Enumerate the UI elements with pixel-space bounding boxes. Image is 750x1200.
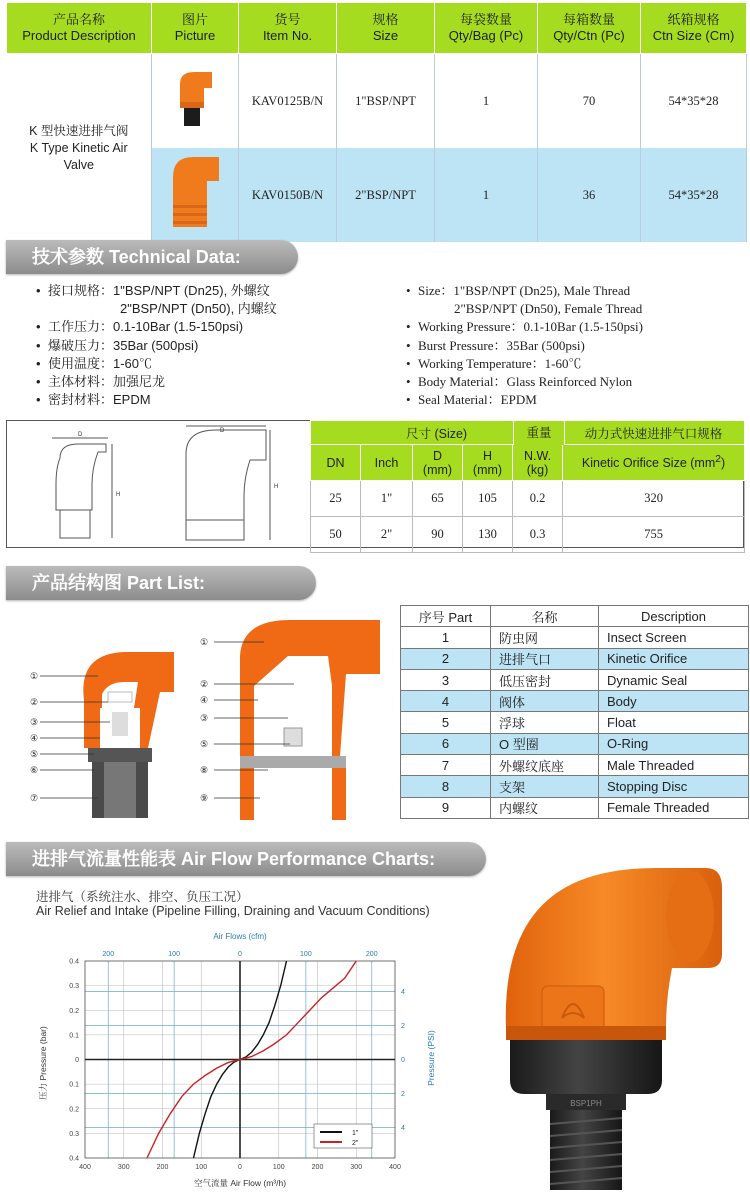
col-nw: N.W. (kg) xyxy=(513,445,563,481)
col-dn: DN xyxy=(311,445,361,481)
x-tick-label: 0 xyxy=(238,1164,242,1171)
spec-line: • 爆破压力：35Bar (500psi) xyxy=(36,337,199,353)
top-tick-label: 100 xyxy=(168,951,180,958)
product-description: K 型快速进排气阀 K Type Kinetic Air Valve xyxy=(7,54,152,243)
y-tick-label: 0.1 xyxy=(69,1081,79,1089)
spec-line: • Size：1"BSP/NPT (Dn25), Male Thread xyxy=(406,283,631,298)
drawing-label-d: D xyxy=(220,428,225,434)
table-row: 9 内螺纹 Female Threaded xyxy=(401,797,749,818)
table-row xyxy=(311,517,745,553)
top-tick-label: 200 xyxy=(365,951,378,958)
y-tick-label: 0.4 xyxy=(69,1155,79,1163)
spec-line: • 使用温度：1-60℃ xyxy=(36,355,153,371)
spec-line: 2"BSP/NPT (Dn50), 内螺纹 xyxy=(120,301,277,317)
y-tick-label: 0.1 xyxy=(69,1032,79,1040)
callout: ④ xyxy=(200,695,209,705)
right-tick-label: 4 xyxy=(401,1124,405,1132)
col-d: D (mm) xyxy=(413,445,463,481)
chart-y2label: Pressure (PSI) xyxy=(426,1030,436,1086)
table-row: 6 O 型圈 O-Ring xyxy=(401,733,749,754)
header-ctn-size: 纸箱规格 Ctn Size (Cm) xyxy=(641,3,747,54)
header-qty-ctn: 每箱数量 Qty/Ctn (Pc) xyxy=(538,3,641,54)
callout: ⑦ xyxy=(30,793,39,803)
chart-subtitle-en: Air Relief and Intake (Pipeline Filling, Draining and Vacuum Conditions) xyxy=(36,904,430,918)
group-orifice: 动力式快速进排气口规格 xyxy=(563,421,745,445)
y-tick-label: 0.3 xyxy=(69,1130,79,1138)
callout: ④ xyxy=(30,733,39,743)
drawing-label-d: D xyxy=(78,432,83,438)
callout: ② xyxy=(200,679,209,689)
callout: ① xyxy=(200,637,209,647)
callout: ⑨ xyxy=(200,793,209,803)
spec-line: • Working Temperature：1-60℃ xyxy=(406,355,582,371)
table-row: 5 浮球 Float xyxy=(401,712,749,733)
chart-xlabel: 空气流量 Air Flow (m³/h) xyxy=(193,1178,287,1188)
orifice-value: 755 xyxy=(563,517,745,553)
size: 1"BSP/NPT xyxy=(337,54,435,149)
qty-ctn: 70 xyxy=(538,54,641,149)
orifice-value: 320 xyxy=(563,481,745,517)
qty-bag: 1 xyxy=(435,54,538,149)
size: 2"BSP/NPT xyxy=(337,148,435,242)
right-tick-label: 2 xyxy=(401,1090,405,1098)
dimension-drawing xyxy=(20,424,300,544)
table-row xyxy=(311,481,745,517)
header-qty-bag: 每袋数量 Qty/Bag (Pc) xyxy=(435,3,538,54)
table-row: 7 外螺纹底座 Male Threaded xyxy=(401,755,749,776)
chart-subtitle-cn: 进排气（系统注水、排空、负压工况） xyxy=(36,890,249,904)
legend-label: 1" xyxy=(352,1130,359,1137)
x-tick-label: 100 xyxy=(272,1164,285,1171)
x-tick-label: 200 xyxy=(156,1164,169,1171)
callout: ⑤ xyxy=(30,749,39,759)
y-tick-label: 0.4 xyxy=(69,958,79,966)
tech-data-header: 技术参数 Technical Data: xyxy=(6,240,298,274)
air-flow-chart xyxy=(30,928,450,1193)
x-tick-label: 400 xyxy=(389,1164,401,1171)
item-no: KAV0125B/N xyxy=(239,54,337,149)
callout: ③ xyxy=(200,713,209,723)
nw-value: 0.2 xyxy=(513,481,563,517)
spec-line: • 工作压力：0.1-10Bar (1.5-150psi) xyxy=(36,319,244,335)
spec-line: • 密封材料：EPDM xyxy=(36,392,151,408)
nw-value: 0.3 xyxy=(513,517,563,553)
col-inch: Inch xyxy=(361,445,413,481)
qty-ctn: 36 xyxy=(538,148,641,242)
qty-bag: 1 xyxy=(435,148,538,242)
header-part-no: 序号 Part xyxy=(401,606,491,627)
chart-legend xyxy=(314,1124,372,1148)
legend-label: 2" xyxy=(352,1140,359,1147)
air-flow-header: 进排气流量性能表 Air Flow Performance Charts: xyxy=(6,842,486,876)
callout: ③ xyxy=(30,717,39,727)
tech-spec-en xyxy=(406,282,643,409)
spec-line: • 主体材料：加强尼龙 xyxy=(36,374,166,390)
y-tick-label: 0.2 xyxy=(69,1007,79,1015)
part-list-header: 产品结构图 Part List: xyxy=(6,566,316,600)
chart-title: Air Flows (cfm) xyxy=(213,932,267,941)
item-no: KAV0150B/N xyxy=(239,148,337,242)
col-h: H (mm) xyxy=(463,445,513,481)
table-row: 3 低压密封 Dynamic Seal xyxy=(401,669,749,690)
table-row: 2 进排气口 Kinetic Orifice xyxy=(401,648,749,669)
d-value: 65 xyxy=(413,481,463,517)
x-tick-label: 300 xyxy=(350,1164,363,1171)
y-tick-label: 0.3 xyxy=(69,983,79,991)
ctn-size: 54*35*28 xyxy=(641,148,747,242)
product-table-header xyxy=(7,3,747,54)
top-tick-label: 0 xyxy=(238,951,242,958)
dn-value: 50 xyxy=(311,517,361,553)
tech-spec-cn xyxy=(36,282,277,409)
spec-line: • Body Material：Glass Reinforced Nylon xyxy=(406,374,633,390)
callout: ⑥ xyxy=(30,765,39,775)
top-tick-label: 200 xyxy=(102,951,115,958)
cutaway-drawing xyxy=(28,612,388,822)
table-row: 1 防虫网 Insect Screen xyxy=(401,627,749,648)
col-orifice: Kinetic Orifice Size $(mm^2)$ xyxy=(563,445,745,481)
header-picture: 图片 Picture xyxy=(152,3,239,54)
right-tick-label: 0 xyxy=(401,1057,405,1064)
product-image-large xyxy=(152,148,239,242)
y-tick-label: 0 xyxy=(75,1057,79,1064)
h-value: 130 xyxy=(463,517,513,553)
ctn-size: 54*35*28 xyxy=(641,54,747,149)
h-value: 105 xyxy=(463,481,513,517)
table-row xyxy=(7,54,747,149)
header-description: 产品名称 Product Description xyxy=(7,3,152,54)
valve-photo xyxy=(476,858,740,1194)
callout: ① xyxy=(30,671,39,681)
product-table xyxy=(6,2,747,242)
y-tick-label: 0.2 xyxy=(69,1106,79,1114)
callout: ② xyxy=(30,697,39,707)
x-tick-label: 400 xyxy=(79,1164,91,1171)
product-image-small xyxy=(152,54,239,149)
part-list-table xyxy=(400,605,749,819)
top-tick-label: 100 xyxy=(300,951,312,958)
right-tick-label: 2 xyxy=(401,1023,405,1031)
header-name: 名称 xyxy=(491,606,599,627)
spec-line: • 接口规格：1"BSP/NPT (Dn25), 外螺纹 xyxy=(36,283,270,298)
table-row: 8 支架 Stopping Disc xyxy=(401,776,749,797)
inch-value: 1" xyxy=(361,481,413,517)
x-tick-label: 200 xyxy=(311,1164,324,1171)
header-size: 规格 Size xyxy=(337,3,435,54)
part-list-header-row xyxy=(401,606,749,627)
legend-box xyxy=(314,1124,372,1148)
inch-value: 2" xyxy=(361,517,413,553)
x-tick-label: 100 xyxy=(195,1164,208,1171)
x-tick-label: 300 xyxy=(117,1164,130,1171)
callout: ⑤ xyxy=(200,739,209,749)
group-size: 尺寸 (Size) xyxy=(311,421,563,445)
d-value: 90 xyxy=(413,517,463,553)
spec-line: • Seal Material：EPDM xyxy=(406,392,537,408)
dn-value: 25 xyxy=(311,481,361,517)
group-weight: 重量 xyxy=(513,421,565,445)
chart-ylabel: 压力 Pressure (bar) xyxy=(38,1026,48,1100)
spec-line: • Working Pressure：0.1-10Bar (1.5-150psi) xyxy=(406,319,643,335)
callout: ⑧ xyxy=(200,765,209,775)
spec-line: • Burst Pressure：35Bar (500psi) xyxy=(406,337,585,353)
header-description: Description xyxy=(599,606,749,627)
valve-marking: BSP1PH xyxy=(570,1099,602,1108)
table-row: 4 阀体 Body xyxy=(401,691,749,712)
right-tick-label: 4 xyxy=(401,989,405,997)
drawing-label-h: H xyxy=(274,484,279,490)
spec-line: 2"BSP/NPT (Dn50), Female Thread xyxy=(454,301,643,317)
drawing-label-h: H xyxy=(116,492,121,498)
header-item-no: 货号 Item No. xyxy=(239,3,337,54)
